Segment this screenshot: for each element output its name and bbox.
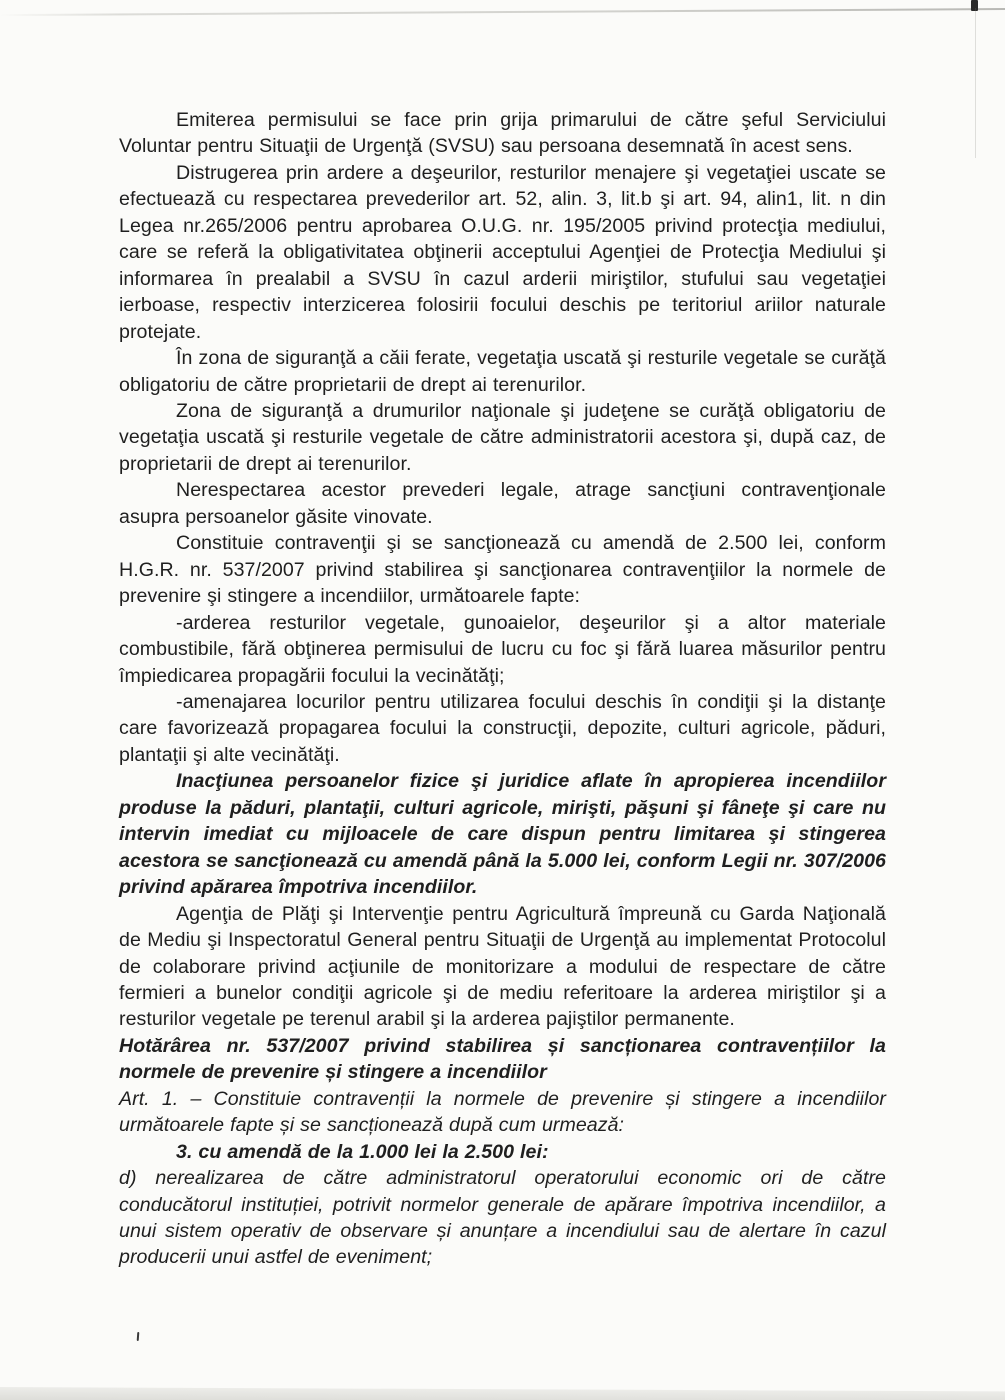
scan-bottom-edge-shadow [0, 1387, 1005, 1400]
document-text-block [119, 107, 886, 1271]
para-railway-safety-zone: În zona de siguranţă a căii ferate, vegetaţia uscată şi resturile vegetale se curăţă obligatoriu de către proprietarii de drept ai terenurilor. [119, 347, 886, 396]
para-hg537-title: Hotărârea nr. 537/2007 privind stabilirea și sancționarea contravențiilor la normele de prevenire și stingere a incendiilor [119, 1034, 886, 1084]
scan-vertical-hairline [975, 8, 976, 158]
para-inaction-fine-5000: Inacţiunea persoanelor fizice şi juridice aflate în apropierea incendiilor produse la păduri, plantaţii, culturi agricole, mirişti, păşuni şi fâneţe şi care nu intervin imediat cu mijloacele de care dispun pentru limitarea şi stingerea acestora se sancţionează cu amendă până la 5.000 lei, conform Legii nr. 307/2006 privind apărarea împotriva incendiilor. [119, 770, 886, 899]
para-art1-contraventions: Art. 1. – Constituie contravenții la normele de prevenire și stingere a incendiilor următoarele fapte și se sancționează după cum urmează: [119, 1087, 886, 1137]
para-fire-place-arrangement: -amenajarea locurilor pentru utilizarea focului deschis în condiţii şi la distanţe care favorizează propagarea focului la construcţii, depozite, culturi agricole, păduri, plantaţii şi alte vecinătăţi. [119, 690, 886, 766]
para-contravention-fine-2500: Constituie contravenţii şi se sancţionează cu amendă de 2.500 lei, conform H.G.R. nr. 537/2007 privind stabilirea şi sancţionarea contravenţiilor la normele de prevenire şi stingere a incendiilor, următoarele fapte: [119, 532, 886, 608]
para-fine-range-1000-2500: 3. cu amendă de la 1.000 lei la 2.500 lei: [176, 1140, 549, 1163]
para-noncompliance-sanctions: Nerespectarea acestor prevederi legale, atrage sancţiuni contravenţionale asupra persoanelor găsite vinovate. [119, 479, 886, 528]
scan-ink-speck [137, 1332, 140, 1341]
scan-top-edge-line [0, 8, 1005, 16]
para-waste-burning-law: Distrugerea prin ardere a deşeurilor, resturilor menajere şi vegetaţiei uscate se efectuează cu respectarea prevederilor art. 52, alin. 3, lit.b şi art. 94, alin1, lit. n din Legea nr.265/2006 pentru aprobarea O.U.G. nr. 195/2005 privind protecţia mediului, care se referă la obligativitatea obţinerii acceptului Agenţiei de Protecţia Mediului şi informarea în prealabil a SVSU în cazul arderii miriştilor, stufului sau vegetaţiei ierboase, respectiv interzicerea folosirii focului deschis pe teritoriul ariilor naturale protejate. [119, 161, 886, 343]
para-apia-protocol: Agenţia de Plăţi şi Intervenţie pentru Agricultură împreună cu Garda Naţională de Mediu şi Inspectoratul General pentru Situaţii de Urgenţă au implementat Protocolul de colaborare privind acţiunile de monitorizare a modului de respectare de către fermieri a bunelor condiţii agricole şi de mediu referitoare la arderea miriştilor şi a resturilor vegetale pe terenul arabil şi la arderea pajiştilor permanente. [119, 902, 886, 1031]
para-permit-issuance: Emiterea permisului se face prin grija primarului de către şeful Serviciului Voluntar pentru Situaţii de Urgenţă (SVSU) sau persoana desemnată în acest sens. [119, 109, 886, 158]
para-item-d-observation-system: d) nerealizarea de către administratorul operatorului economic ori de către conducătorul instituției, potrivit normelor generale de apărare împotriva incendiilor, a unui sistem operativ de observare și anunțare a incendiului sau de alertare în cazul producerii unui astfel de eveniment; [119, 1167, 886, 1269]
para-burning-without-permit: -arderea resturilor vegetale, gunoaielor, deşeurilor şi a altor materiale combustibile, fără obţinerea permisului de lucru cu foc şi fără luarea măsurilor pentru împiedicarea propagării focului la vecinătăţi; [119, 611, 886, 687]
para-road-safety-zone: Zona de siguranţă a drumurilor naţionale şi judeţene se curăţă obligatoriu de vegetaţia uscată şi resturile vegetale de către administratorii acestora şi, după caz, de proprietarii de drept ai terenurilor. [119, 399, 886, 475]
